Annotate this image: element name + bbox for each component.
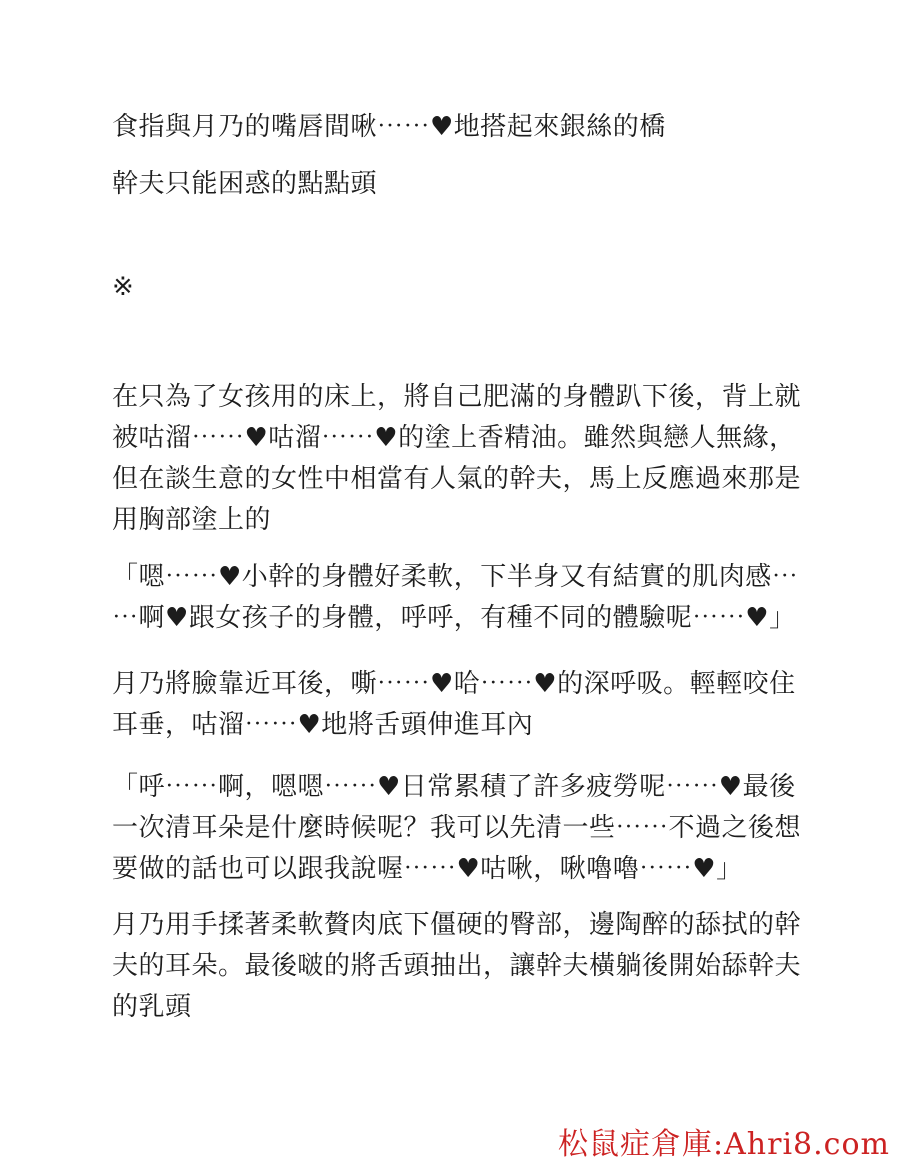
text-line: 夫的耳朵。最後啵的將舌頭抽出，讓幹夫橫躺後開始舔幹夫 — [112, 951, 802, 981]
text-line: 月乃用手揉著柔軟贅肉底下僵硬的臀部，邊陶醉的舔拭的幹 — [112, 910, 802, 940]
text-line: ⋯啊♥跟女孩子的身體，呼呼，有種不同的體驗呢⋯⋯♥」 — [112, 603, 796, 633]
reference-mark: ※ — [112, 272, 135, 302]
paragraph — [112, 767, 812, 890]
text-line: 一次清耳朵是什麼時候呢？我可以先清一些⋯⋯不過之後想 — [112, 813, 802, 843]
paragraph — [112, 164, 812, 205]
paragraph — [112, 664, 812, 746]
text-line: 幹夫只能困惑的點點頭 — [112, 169, 378, 199]
text-line: 被咕溜⋯⋯♥咕溜⋯⋯♥的塗上香精油。雖然與戀人無緣， — [112, 423, 796, 453]
watermark-text: 松鼠症倉庫:Ahri8.com — [558, 1127, 890, 1162]
text-line: 用胸部塗上的 — [112, 505, 272, 535]
text-line: 在只為了女孩用的床上，將自己肥滿的身體趴下後，背上就 — [112, 382, 802, 412]
text-line: 但在談生意的女性中相當有人氣的幹夫，馬上反應過來那是 — [112, 464, 802, 494]
text-line: 要做的話也可以跟我說喔⋯⋯♥咕啾，啾嚕嚕⋯⋯♥」 — [112, 854, 743, 884]
paragraph — [112, 107, 812, 148]
paragraph — [112, 905, 812, 1028]
text-line: 食指與月乃的嘴唇間啾⋯⋯♥地搭起來銀絲的橋 — [112, 112, 666, 142]
text-line: 月乃將臉靠近耳後，嘶⋯⋯♥哈⋯⋯♥的深呼吸。輕輕咬住 — [112, 669, 796, 699]
text-line: 耳垂，咕溜⋯⋯♥地將舌頭伸進耳內 — [112, 710, 534, 740]
text-line: 的乳頭 — [112, 992, 192, 1022]
section-divider — [112, 267, 812, 308]
text-line: 「呼⋯⋯啊，嗯嗯⋯⋯♥日常累積了許多疲勞呢⋯⋯♥最後 — [112, 772, 796, 802]
paragraph — [112, 557, 812, 639]
paragraph — [112, 377, 812, 541]
text-line: 「嗯⋯⋯♥小幹的身體好柔軟，下半身又有結實的肌肉感⋯ — [112, 562, 799, 592]
